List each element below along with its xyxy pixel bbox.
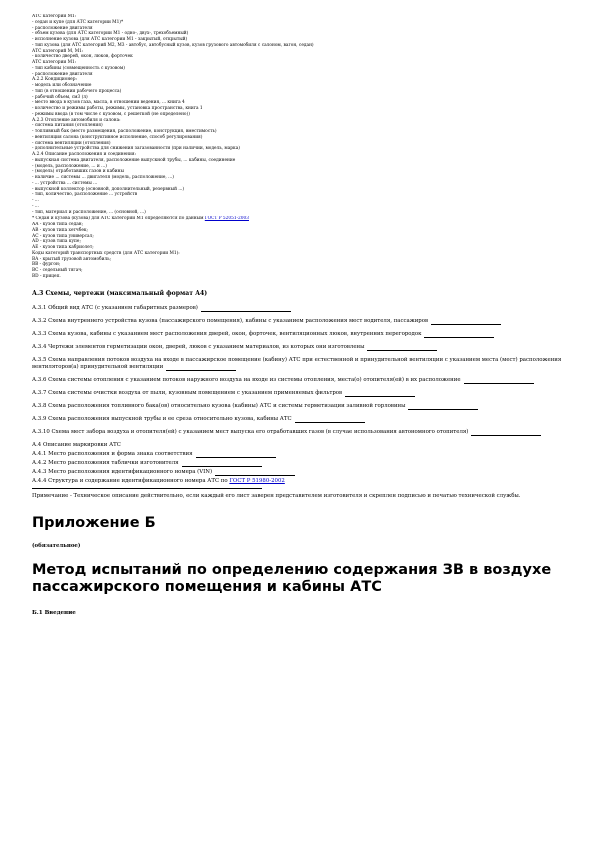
section-a3-item — [32, 429, 564, 436]
item-text: А.3.3 Схема кузова, кабины с указанием мест расположения дверей, окон, форточек, вентиляционных люков, внутренних перегородок — [32, 330, 422, 337]
section-a3-item — [32, 318, 564, 325]
section-a3-heading: А.3 Схемы, чертежи (максимальный формат А4) — [32, 289, 208, 297]
abbreviation-line: ВD - прицеп. — [32, 273, 61, 279]
note-text: Примечание - Техническое описание действительно, если каждый его лист заверен представителем изготовителя и скреплен подписью и печатью технической службы. — [32, 492, 521, 499]
fill-in-line[interactable] — [464, 377, 534, 384]
item-text: А.3.6 Схема системы отопления с указанием потоков наружного воздуха на входе из системы отопления, места(о) отопителя(ей) в их расположение — [32, 376, 461, 383]
spec-line: - расположение двигателя — [32, 71, 93, 77]
spec-line: - количество дверей, окон, люков, форточек — [32, 54, 133, 60]
section-a3-item — [32, 390, 564, 397]
spec-line: - система вентиляции (отопления) — [32, 140, 111, 146]
spec-line: - расположение двигателя — [32, 25, 93, 31]
spec-line: - тип кузова (для АТС категорий М2, М3 - автобус, автобусный кузов, кузов грузового автомобиля с салоном, вагон, седан) — [32, 42, 314, 48]
spec-line: - ... — [32, 198, 39, 203]
fill-in-line[interactable] — [471, 429, 541, 436]
spec-line: - тип, количество, расположение ... устройств — [32, 192, 138, 198]
fill-in-line[interactable] — [408, 403, 478, 410]
abbreviation-line: ВА - крытый грузовой автомобиль; — [32, 256, 112, 262]
spec-line: АТС категории М1: — [32, 14, 77, 19]
note-divider — [32, 488, 262, 489]
spec-line: - выпускной коллектор (основной, дополнительный, резервный ...) — [32, 186, 185, 192]
section-a4-item — [32, 478, 564, 485]
spec-line: - ... устройства ... системы ... — [32, 180, 98, 186]
spec-line: А.2.3 Отопление автомобиля и салона: — [32, 117, 121, 123]
item-text: А.3.7 Схема системы очистки воздуха от пыли, кузовным помещением с указанием применяемых фильтров — [32, 389, 343, 396]
spec-line: - тип, материал и расположение, ... (основной, ...) — [32, 209, 146, 215]
spec-line: - дополнительные устройства для снижения загазованности (при наличии, модель, марка) — [32, 146, 240, 152]
item-text: А.3.8 Схема расположения топливного бака(ов) относительно кузова (кабины) АТС и системы герметизации заливной горловины — [32, 402, 406, 409]
fill-in-line[interactable] — [196, 451, 276, 458]
item-text: А.4.2 Место расположения таблички изготовителя — [32, 459, 179, 466]
fill-in-line[interactable] — [431, 318, 501, 325]
spec-line: - наличие ... системы ... двигателя (модель, расположение, ...) — [32, 175, 174, 180]
fill-in-line[interactable] — [166, 364, 236, 371]
spec-line: - объем кузова (для АТС категории М1 - одно-, двух-, трехобъемный) — [32, 31, 189, 37]
item-text: А.3.1 Общий вид АТС (с указанием габаритных размеров) — [32, 304, 198, 311]
spec-line: - (модель, расположение, ... и ...) — [32, 163, 107, 169]
section-a3-item — [32, 305, 564, 312]
fill-in-line[interactable] — [424, 331, 494, 338]
a44-gost-link[interactable]: ГОСТ Р 51980-2002 — [229, 477, 285, 484]
spec-line: - исполнение кузова (для АТС категории М1 - закрытый, открытый) — [32, 37, 188, 42]
appendix-status: (обязательное) — [32, 542, 81, 549]
spec-line: - режимы ввода (в том числе с кузовом, с решеткой (не определено)) — [32, 111, 190, 117]
section-a4-item — [32, 469, 564, 476]
abbreviation-line: АЕ - кузов типа кабриолет; — [32, 245, 94, 250]
item-text: А.4.3 Место расположения идентификационного номера (VIN) — [32, 468, 213, 475]
item-text: А.3.4 Чертежи элементов герметизации окон, дверей, люков с указанием материалов, из которых они изготовлены — [32, 343, 365, 350]
document-page — [32, 14, 564, 616]
section-a4-items — [32, 451, 564, 485]
item-text: А.3.5 Схема направления потоков воздуха на входе в пассажирское помещение (кабину) АТС при естественной и принудительной вентиляции с указанием места (мест) расположения вентиляторов(а) принудительной вентиляции — [32, 356, 562, 370]
fill-in-line[interactable] — [201, 305, 291, 312]
item-text: А.4.1 Место расположения и форма знака соответствия — [32, 450, 193, 457]
spec-line: - ... — [32, 203, 39, 209]
method-title: Метод испытаний по определению содержания ЗВ в воздухе пассажирского помещения и кабины АТС — [32, 561, 552, 595]
abbreviation-line: АС - кузов типа универсал; — [32, 233, 94, 239]
section-a3-item — [32, 357, 564, 371]
abbreviation-line: АD - кузов типа купе; — [32, 239, 81, 245]
spec-line: А.2.4 Описание расположения и соединения: — [32, 152, 137, 157]
item-text: А.3.2 Схема внутреннего устройства кузова (пассажирского помещения), кабины с указанием расположения мест водителя, пассажиров — [32, 317, 429, 324]
section-a3-item — [32, 344, 564, 351]
abbreviation-list — [32, 222, 564, 280]
footnote-text: * Седан и кузова (кузова) для АТС категории М1 определяются по данным — [32, 216, 205, 222]
abbreviation-line: Коды категорий транспортных средств (для АТС категории М1): — [32, 250, 180, 256]
top-block — [32, 14, 564, 215]
abbreviation-line: ВС - седельный тягач; — [32, 268, 83, 273]
spec-line: - седан и купе (для АТС категории М1)* — [32, 19, 124, 25]
appendix-title: Приложение Б — [32, 514, 156, 531]
abbreviation-line: ВВ - фургон; — [32, 262, 61, 268]
abbreviation-line: АВ - кузов типа хетчбек; — [32, 227, 89, 233]
intro-heading: Б.1 Введение — [32, 609, 76, 616]
section-a4-item — [32, 451, 564, 458]
spec-line: АТС категории М1: — [32, 60, 77, 65]
spec-line: - место ввода в кузов газа, масла, в отношении ведения, ... книга 4 — [32, 100, 185, 106]
spec-line: А.2.2 Кондиционер: — [32, 77, 77, 83]
fill-in-line[interactable] — [367, 344, 437, 351]
section-a3-item — [32, 403, 564, 410]
spec-line: - топливный бак (место размещения, расположение, конструкция, вместимость) — [32, 129, 217, 134]
spec-line: - вентиляция салона (конструктивное исполнение, способ регулирования) — [32, 134, 203, 140]
section-a4-item — [32, 460, 564, 467]
spec-line: АТС категорий М, М1: — [32, 48, 84, 54]
section-a3-items — [32, 305, 564, 436]
section-a3-item — [32, 331, 564, 338]
spec-line: - система питания (отопления) — [32, 123, 103, 129]
fill-in-line[interactable] — [345, 390, 415, 397]
section-a3-item — [32, 377, 564, 384]
spec-line: - тип (в отношении рабочего процесса) — [32, 88, 122, 94]
item-text: А.4.4 Структура и содержание идентификационного номера АТС по — [32, 477, 230, 484]
item-text: А.3.9 Схема расположения выпускной трубы и ее среза относительно кузова, кабины АТС — [32, 415, 292, 422]
spec-line: - рабочий объем, см3 (л) — [32, 94, 88, 100]
abbreviation-line: АА - кузов типа седан; — [32, 222, 84, 227]
spec-line: - (модель) отработавших газов и кабины — [32, 169, 124, 175]
footnote-gost-link[interactable]: ГОСТ Р 52051-2003 — [204, 216, 249, 222]
item-text: А.3.10 Схема мест забора воздуха и отопителя(ей) с указанием мест выпуска его отработавших газов (в случае использования автономного отопителя) — [32, 428, 469, 435]
fill-in-line[interactable] — [295, 416, 365, 423]
spec-line: - модель или обозначение — [32, 83, 92, 88]
spec-line: - выпускная система двигателя, расположение выпускной трубы, ... кабины, соединение — [32, 157, 236, 163]
fill-in-line[interactable] — [182, 460, 262, 467]
spec-line: - количество и режимы работы, режимы, установка пространства, книга 1 — [32, 106, 203, 111]
section-a4-heading: А.4 Описание маркировки АТС — [32, 441, 121, 448]
spec-line: - тип кабины (совмещенность с кузовом) — [32, 65, 125, 71]
section-a3-item — [32, 416, 564, 423]
fill-in-line[interactable] — [215, 469, 295, 476]
